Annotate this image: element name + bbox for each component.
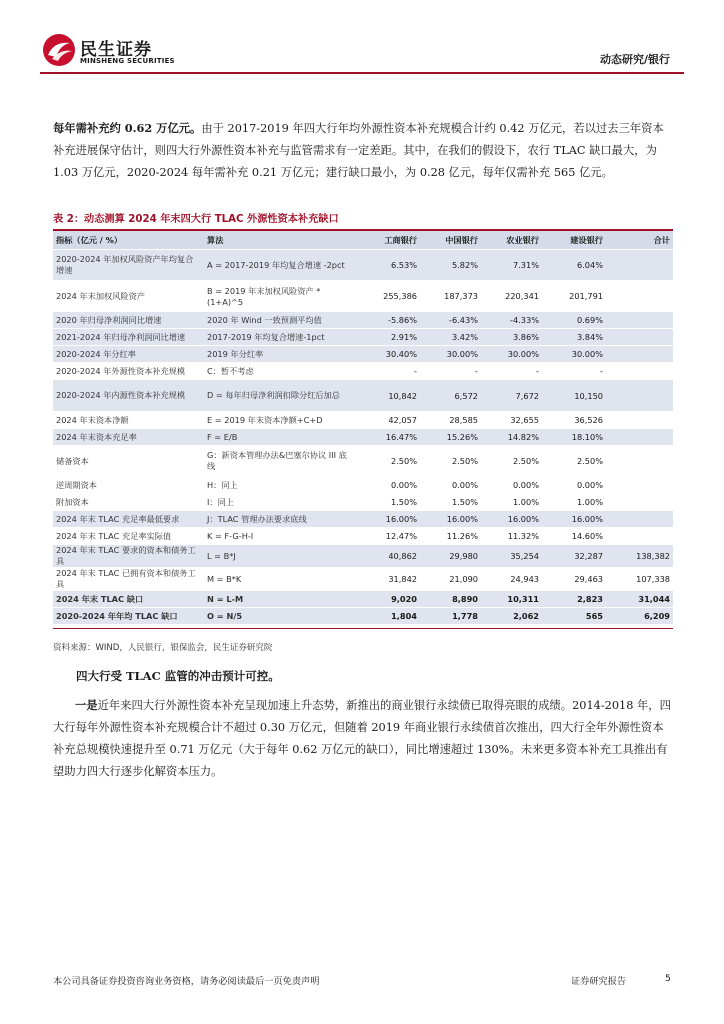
- row-label: 2024 年末 TLAC 缺口: [53, 591, 204, 608]
- row-value: 2.50%: [420, 446, 481, 477]
- row-value: 565: [542, 608, 606, 625]
- col-header: 建设银行: [542, 231, 606, 250]
- row-value: [606, 346, 673, 363]
- table-row: [53, 312, 673, 329]
- intro-text: 由于 2017-2019 年四大行年均外源性资本补充规模合计约 0.42 万亿元，若以过去三年资本补充进展保守估计，则四大行外源性资本补充与监管需求有一定差距。其中，在我们的假设下，农行 TLAC 缺口最大，为 1.03 万亿元，2020-2024 每年需补充 0.21 万亿元；建行缺口最小，为 0.28 亿元，每年仅需补充 565 亿元。: [53, 122, 664, 179]
- table-row: [53, 608, 673, 625]
- row-value: [606, 380, 673, 412]
- section-tag: 动态研究/银行: [599, 53, 670, 66]
- tlac-gap-table: [53, 231, 673, 625]
- header-divider: [40, 72, 684, 74]
- row-value: 24,943: [481, 568, 542, 591]
- logo-en-text: MINSHENG SECURITIES: [80, 57, 175, 65]
- table-row: [53, 568, 673, 591]
- row-value: 14.82%: [481, 429, 542, 446]
- page-number: 5: [665, 973, 671, 984]
- row-value: -: [542, 363, 606, 380]
- row-label: 附加资本: [53, 494, 204, 511]
- row-algorithm: G：新资本管理办法&巴塞尔协议 III 底线: [204, 446, 353, 477]
- section-heading: 四大行受 TLAC 监管的冲击预计可控。: [76, 669, 280, 683]
- table-row: [53, 511, 673, 528]
- table-row: [53, 446, 673, 477]
- row-value: 29,980: [420, 545, 481, 568]
- row-value: -: [481, 363, 542, 380]
- row-value: [606, 363, 673, 380]
- table-row: [53, 346, 673, 363]
- row-value: 3.42%: [420, 329, 481, 346]
- row-value: 3.84%: [542, 329, 606, 346]
- row-value: 30.00%: [420, 346, 481, 363]
- company-logo: [42, 33, 192, 73]
- table-row: [53, 363, 673, 380]
- row-value: 2,062: [481, 608, 542, 625]
- row-algorithm: H：同上: [204, 477, 353, 494]
- section-paragraph: [53, 694, 671, 783]
- row-value: 12.47%: [353, 528, 420, 545]
- row-algorithm: D = 每年归母净利润扣除分红后加总: [204, 380, 353, 412]
- row-value: 5.82%: [420, 250, 481, 281]
- table-header-row: [53, 231, 673, 250]
- row-value: 32,655: [481, 412, 542, 429]
- row-value: [606, 250, 673, 281]
- row-label: 2024 年末 TLAC 充足率最低要求: [53, 511, 204, 528]
- row-label: 2024 年末 TLAC 充足率实际值: [53, 528, 204, 545]
- row-value: 30.00%: [542, 346, 606, 363]
- row-value: [606, 477, 673, 494]
- row-value: 2.50%: [353, 446, 420, 477]
- row-value: 35,254: [481, 545, 542, 568]
- row-value: 10,842: [353, 380, 420, 412]
- footer-report-type: 证券研究报告: [571, 976, 627, 987]
- table-row: [53, 380, 673, 412]
- row-value: 0.69%: [542, 312, 606, 329]
- row-value: 2.91%: [353, 329, 420, 346]
- col-header: 指标（亿元 / %）: [53, 231, 204, 250]
- row-value: 16.00%: [481, 511, 542, 528]
- row-label: 2020-2024 年外源性资本补充规模: [53, 363, 204, 380]
- row-value: 6.04%: [542, 250, 606, 281]
- table-row: [53, 281, 673, 312]
- row-algorithm: C：暂不考虑: [204, 363, 353, 380]
- row-value: [606, 312, 673, 329]
- row-label: 2020-2024 年加权风险资产年均复合增速: [53, 250, 204, 281]
- row-value: [606, 528, 673, 545]
- row-algorithm: N = L-M: [204, 591, 353, 608]
- row-value: 16.00%: [353, 511, 420, 528]
- row-value: 220,341: [481, 281, 542, 312]
- row-value: 138,382: [606, 545, 673, 568]
- row-value: [606, 511, 673, 528]
- row-value: 0.00%: [481, 477, 542, 494]
- row-value: 1.50%: [420, 494, 481, 511]
- table-row: [53, 528, 673, 545]
- row-value: 30.40%: [353, 346, 420, 363]
- row-value: -: [353, 363, 420, 380]
- row-value: 15.26%: [420, 429, 481, 446]
- row-value: 0.00%: [420, 477, 481, 494]
- row-value: 6,572: [420, 380, 481, 412]
- col-header: 农业银行: [481, 231, 542, 250]
- row-algorithm: A = 2017-2019 年均复合增速 -2pct: [204, 250, 353, 281]
- row-algorithm: B = 2019 年末加权风险资产 *(1+A)^5: [204, 281, 353, 312]
- row-value: 8,890: [420, 591, 481, 608]
- row-value: 187,373: [420, 281, 481, 312]
- row-label: 2020-2024 年内源性资本补充规模: [53, 380, 204, 412]
- row-algorithm: M = B*K: [204, 568, 353, 591]
- row-label: 2024 年末加权风险资产: [53, 281, 204, 312]
- row-value: 1.00%: [481, 494, 542, 511]
- row-value: [606, 429, 673, 446]
- row-value: 29,463: [542, 568, 606, 591]
- row-value: 31,044: [606, 591, 673, 608]
- logo-cn-text: 民生证券: [80, 40, 152, 60]
- row-label: 2020 年归母净利润同比增速: [53, 312, 204, 329]
- row-value: 7,672: [481, 380, 542, 412]
- table-row: [53, 329, 673, 346]
- row-value: 6.53%: [353, 250, 420, 281]
- row-value: 107,338: [606, 568, 673, 591]
- row-value: 7.31%: [481, 250, 542, 281]
- table-title: 表 2：动态测算 2024 年末四大行 TLAC 外源性资本补充缺口: [53, 214, 339, 225]
- row-value: 16.00%: [420, 511, 481, 528]
- row-value: -5.86%: [353, 312, 420, 329]
- row-value: 6,209: [606, 608, 673, 625]
- row-algorithm: 2017-2019 年均复合增速-1pct: [204, 329, 353, 346]
- row-value: 2,823: [542, 591, 606, 608]
- row-value: 10,150: [542, 380, 606, 412]
- row-label: 2021-2024 年归母净利润同比增速: [53, 329, 204, 346]
- row-value: 201,791: [542, 281, 606, 312]
- row-algorithm: K = F-G-H-I: [204, 528, 353, 545]
- row-value: 10,311: [481, 591, 542, 608]
- row-value: -4.33%: [481, 312, 542, 329]
- row-algorithm: F = E/B: [204, 429, 353, 446]
- row-value: 32,287: [542, 545, 606, 568]
- row-value: -6.43%: [420, 312, 481, 329]
- row-value: 31,842: [353, 568, 420, 591]
- row-value: 9,020: [353, 591, 420, 608]
- table-row: [53, 591, 673, 608]
- col-header: 合计: [606, 231, 673, 250]
- row-value: 16.00%: [542, 511, 606, 528]
- row-value: -: [420, 363, 481, 380]
- row-value: 30.00%: [481, 346, 542, 363]
- row-value: 2.50%: [542, 446, 606, 477]
- row-value: 11.26%: [420, 528, 481, 545]
- row-value: 40,862: [353, 545, 420, 568]
- row-value: 42,057: [353, 412, 420, 429]
- row-value: 2.50%: [481, 446, 542, 477]
- row-label: 逆周期资本: [53, 477, 204, 494]
- table-row: [53, 477, 673, 494]
- row-algorithm: I：同上: [204, 494, 353, 511]
- row-value: [606, 494, 673, 511]
- row-value: 16.47%: [353, 429, 420, 446]
- row-label: 2024 年末 TLAC 要求的资本和债务工具: [53, 545, 204, 568]
- row-value: 3.86%: [481, 329, 542, 346]
- col-header: 工商银行: [353, 231, 420, 250]
- section-bold-lead: 一是: [75, 698, 98, 712]
- row-label: 2020-2024 年分红率: [53, 346, 204, 363]
- table-row: [53, 545, 673, 568]
- row-value: 21,090: [420, 568, 481, 591]
- row-label: 2024 年末 TLAC 已拥有资本和债务工具: [53, 568, 204, 591]
- table-row: [53, 412, 673, 429]
- table-row: [53, 250, 673, 281]
- intro-paragraph: [53, 117, 671, 184]
- row-value: [606, 281, 673, 312]
- col-header: 中国银行: [420, 231, 481, 250]
- row-label: 2024 年末资本净额: [53, 412, 204, 429]
- row-algorithm: O = N/5: [204, 608, 353, 625]
- row-algorithm: 2020 年 Wind 一致预测平均值: [204, 312, 353, 329]
- row-algorithm: 2019 年分红率: [204, 346, 353, 363]
- row-value: [606, 446, 673, 477]
- intro-bold-lead: 每年需补充约 0.62 万亿元。: [53, 121, 202, 135]
- row-value: 36,526: [542, 412, 606, 429]
- row-value: 18.10%: [542, 429, 606, 446]
- row-value: 255,386: [353, 281, 420, 312]
- table-row: [53, 494, 673, 511]
- row-value: 14.60%: [542, 528, 606, 545]
- row-value: 0.00%: [542, 477, 606, 494]
- row-label: 储备资本: [53, 446, 204, 477]
- footer-disclaimer: 本公司具备证券投资咨询业务资格，请务必阅读最后一页免责声明: [53, 976, 320, 987]
- row-label: 2024 年末资本充足率: [53, 429, 204, 446]
- row-algorithm: J：TLAC 管理办法要求底线: [204, 511, 353, 528]
- row-value: 11.32%: [481, 528, 542, 545]
- row-value: [606, 412, 673, 429]
- row-value: 1,804: [353, 608, 420, 625]
- page-header: [0, 0, 724, 70]
- row-value: 28,585: [420, 412, 481, 429]
- table-row: [53, 429, 673, 446]
- row-value: 1.50%: [353, 494, 420, 511]
- row-value: [606, 329, 673, 346]
- minsheng-logo-icon: [42, 33, 76, 67]
- section-text: 近年来四大行外源性资本补充呈现加速上升态势，新推出的商业银行永续债已取得亮眼的成绩。2014-2018 年，四大行每年外源性资本补充规模合计不超过 0.30 万亿元，但随着 2019 年商业银行永续债首次推出，四大行全年外源性资本补充总规模快速提升至 0.71 万亿元（大于每年 0.62 万亿元的缺口），同比增速超过 130%。未来更多资本补充工具推出有望助力四大行逐步化解资本压力。: [53, 699, 671, 778]
- table-bottom-rule: [53, 628, 673, 629]
- row-value: 1,778: [420, 608, 481, 625]
- table-body: [53, 231, 673, 625]
- row-algorithm: L = B*J: [204, 545, 353, 568]
- row-value: 0.00%: [353, 477, 420, 494]
- table-source: 资料来源：WIND，人民银行，银保监会，民生证券研究院: [53, 643, 273, 653]
- row-label: 2020-2024 年年均 TLAC 缺口: [53, 608, 204, 625]
- row-value: 1.00%: [542, 494, 606, 511]
- row-algorithm: E = 2019 年末资本净额+C+D: [204, 412, 353, 429]
- col-header: 算法: [204, 231, 353, 250]
